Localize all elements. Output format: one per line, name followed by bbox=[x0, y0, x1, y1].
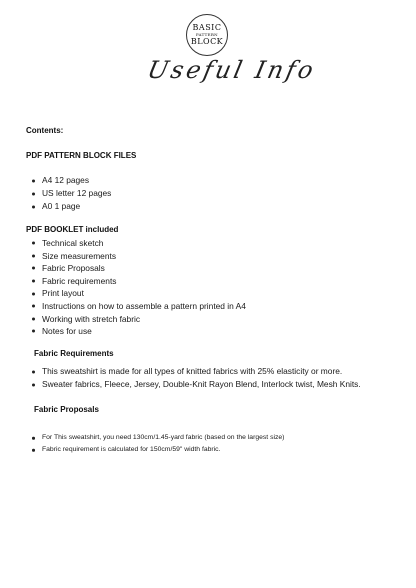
pdf-files-heading: PDF PATTERN BLOCK FILES bbox=[26, 151, 137, 160]
list-item: Fabric requirement is calculated for 150cm/59" width fabric. bbox=[29, 444, 284, 456]
list-item: A0 1 page bbox=[29, 200, 111, 213]
list-item: Fabric requirements bbox=[29, 275, 246, 288]
logo-line-3: BLOCK bbox=[190, 37, 224, 46]
list-item: Sweater fabrics, Fleece, Jersey, Double-Knit Rayon Blend, Interlock twist, Mesh Knits. bbox=[29, 378, 361, 391]
list-item: For This sweatshirt, you need 130cm/1.45-yard fabric (based on the largest size) bbox=[29, 432, 284, 444]
list-item: A4 12 pages bbox=[29, 174, 111, 187]
logo-line-1: BASIC bbox=[192, 23, 222, 32]
booklet-heading: PDF BOOKLET included bbox=[26, 225, 119, 234]
contents-heading: Contents: bbox=[26, 126, 64, 135]
list-item: Instructions on how to assemble a pattern printed in A4 bbox=[29, 300, 246, 313]
list-item: Print layout bbox=[29, 287, 246, 300]
list-item: Working with stretch fabric bbox=[29, 313, 246, 326]
pdf-files-list bbox=[29, 174, 111, 213]
logo-line-2: PATTERN bbox=[196, 32, 218, 37]
page-title: Useful Info bbox=[145, 56, 319, 84]
list-item: Fabric Proposals bbox=[29, 262, 246, 275]
fabric-requirements-list bbox=[29, 365, 361, 391]
brand-logo bbox=[186, 14, 228, 56]
fabric-requirements-heading: Fabric Requirements bbox=[34, 349, 114, 358]
list-item: Technical sketch bbox=[29, 237, 246, 250]
list-item: Size measurements bbox=[29, 250, 246, 263]
list-item: Notes for use bbox=[29, 325, 246, 338]
list-item: US letter 12 pages bbox=[29, 187, 111, 200]
booklet-list bbox=[29, 237, 246, 338]
fabric-proposals-heading: Fabric Proposals bbox=[34, 405, 99, 414]
list-item: This sweatshirt is made for all types of knitted fabrics with 25% elasticity or more. bbox=[29, 365, 361, 378]
fabric-proposals-list bbox=[29, 432, 284, 456]
